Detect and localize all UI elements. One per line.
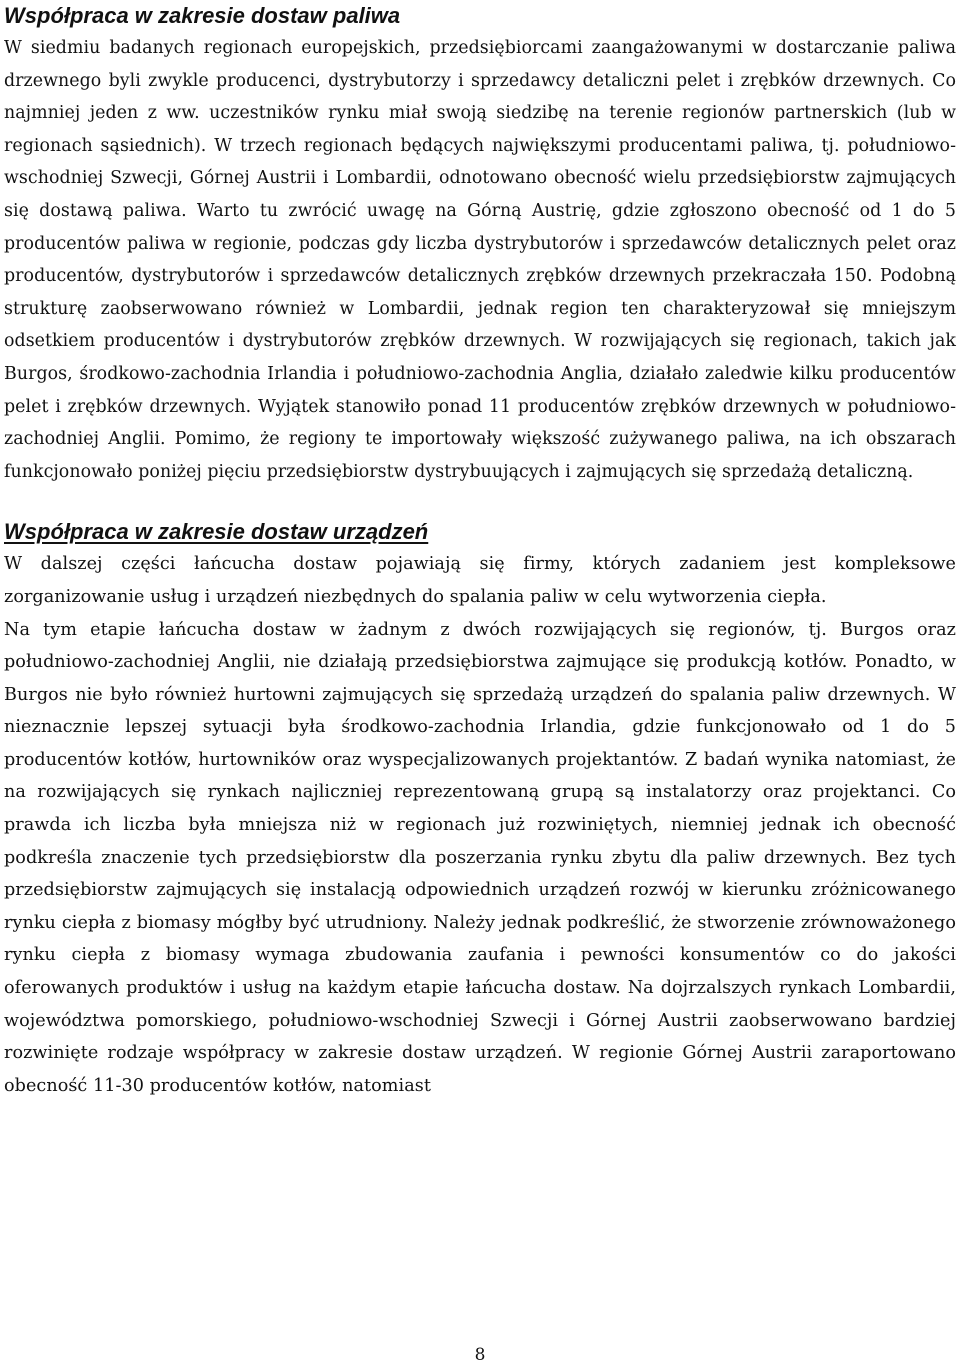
section-heading-equipment-supply: Współpraca w zakresie dostaw urządzeń (4, 519, 429, 545)
section-heading-fuel-supply: Współpraca w zakresie dostaw paliwa (4, 3, 401, 28)
section-equipment-supply (4, 516, 956, 1102)
section-fuel-supply (4, 0, 956, 488)
paragraph-equipment-intro: W dalszej części łańcucha dostaw pojawiają się firmy, których zadaniem jest kompleksowe zorganizowanie usług i urządzeń niezbędnych do spalania paliw w celu wytworzenia ciepła. (4, 554, 956, 607)
page-number: 8 (474, 1345, 486, 1365)
paragraph-fuel-supply: W siedmiu badanych regionach europejskich, przedsiębiorcami zaangażowanymi w dostarczanie paliwa drzewnego byli zwykle producenci, dystrybutorzy i sprzedawcy detaliczni pelet i zrębków drzewnych. Co najmniej jeden z ww. uczestników rynku miał swoją siedzibę na terenie regionów partnerskich (lub w regionach sąsiednich). W trzech regionach będących największymi producentami paliwa, tj. południowo-wschodniej Szwecji, Górnej Austrii i Lombardii, odnotowano obecność wielu przedsiębiorstw zajmujących się dostawą paliwa. Warto tu zwrócić uwagę na Górną Austrię, gdzie zgłoszono obecność od 1 do 5 producentów paliwa w regionie, podczas gdy liczba dystrybutorów i sprzedawców detalicznych pelet oraz producentów, dystrybutorów i sprzedawców detalicznych zrębków drzewnych przekraczała 150. Podobną strukturę zaobserwowano również w Lombardii, jednak region ten charakteryzował się mniejszym odsetkiem producentów i dystrybutorów zrębków drzewnych. W rozwijających się regionach, takich jak Burgos, środkowo-zachodnia Irlandia i południowo-zachodnia Anglia, działało zaledwie kilku producentów pelet i zrębków drzewnych. Wyjątek stanowiło ponad 11 producentów zrębków drzewnych w południowo-zachodniej Anglii. Pomimo, że regiony te importowały większość zużywanego paliwa, na ich obszarach funkcjonowało poniżej pięciu przedsiębiorstw dystrybuujących i zajmujących się sprzedażą detaliczną. (4, 38, 956, 482)
paragraph-equipment-details: Na tym etapie łańcucha dostaw w żadnym z dwóch rozwijających się regionów, tj. Burgos oraz południowo-zachodniej Anglii, nie działają przedsiębiorstwa zajmujące się produkcją kotłów. Ponadto, w Burgos nie było również hurtowni zajmujących się sprzedażą urządzeń do spalania paliw drzewnych. W nieznacznie lepszej sytuacji była środkowo-zachodnia Irlandia, gdzie funkcjonowało od 1 do 5 producentów kotłów, hurtowników oraz wyspecjalizowanych projektantów. Z badań wynika natomiast, że na rozwijających się rynkach najliczniej reprezentowaną grupą są instalatorzy oraz projektanci. Co prawda ich liczba była mniejsza niż w regionach już rozwiniętych, niemniej jednak ich obecność podkreśla znaczenie tych przedsiębiorstw dla poszerzania rynku zbytu dla paliw drzewnych. Bez tych przedsiębiorstw zajmujących się instalacją odpowiednich urządzeń rozwój w kierunku zróżnicowanego rynku ciepła z biomasy mógłby być utrudniony. Należy jednak podkreślić, że stworzenie zrównoważonego rynku ciepła z biomasy wymaga zbudowania zaufania i pewności konsumentów co do jakości oferowanych produktów i usług na każdym etapie łańcucha dostaw. Na dojrzalszych rynkach Lombardii, województwa pomorskiego, południowo-wschodniej Szwecji i Górnej Austrii zaobserwowano bardziej rozwinięte rodzaje współpracy w zakresie dostaw urządzeń. W regionie Górnej Austrii zaraportowano obecność 11-30 producentów kotłów, natomiast (4, 619, 956, 1096)
document-page (4, 0, 956, 1102)
